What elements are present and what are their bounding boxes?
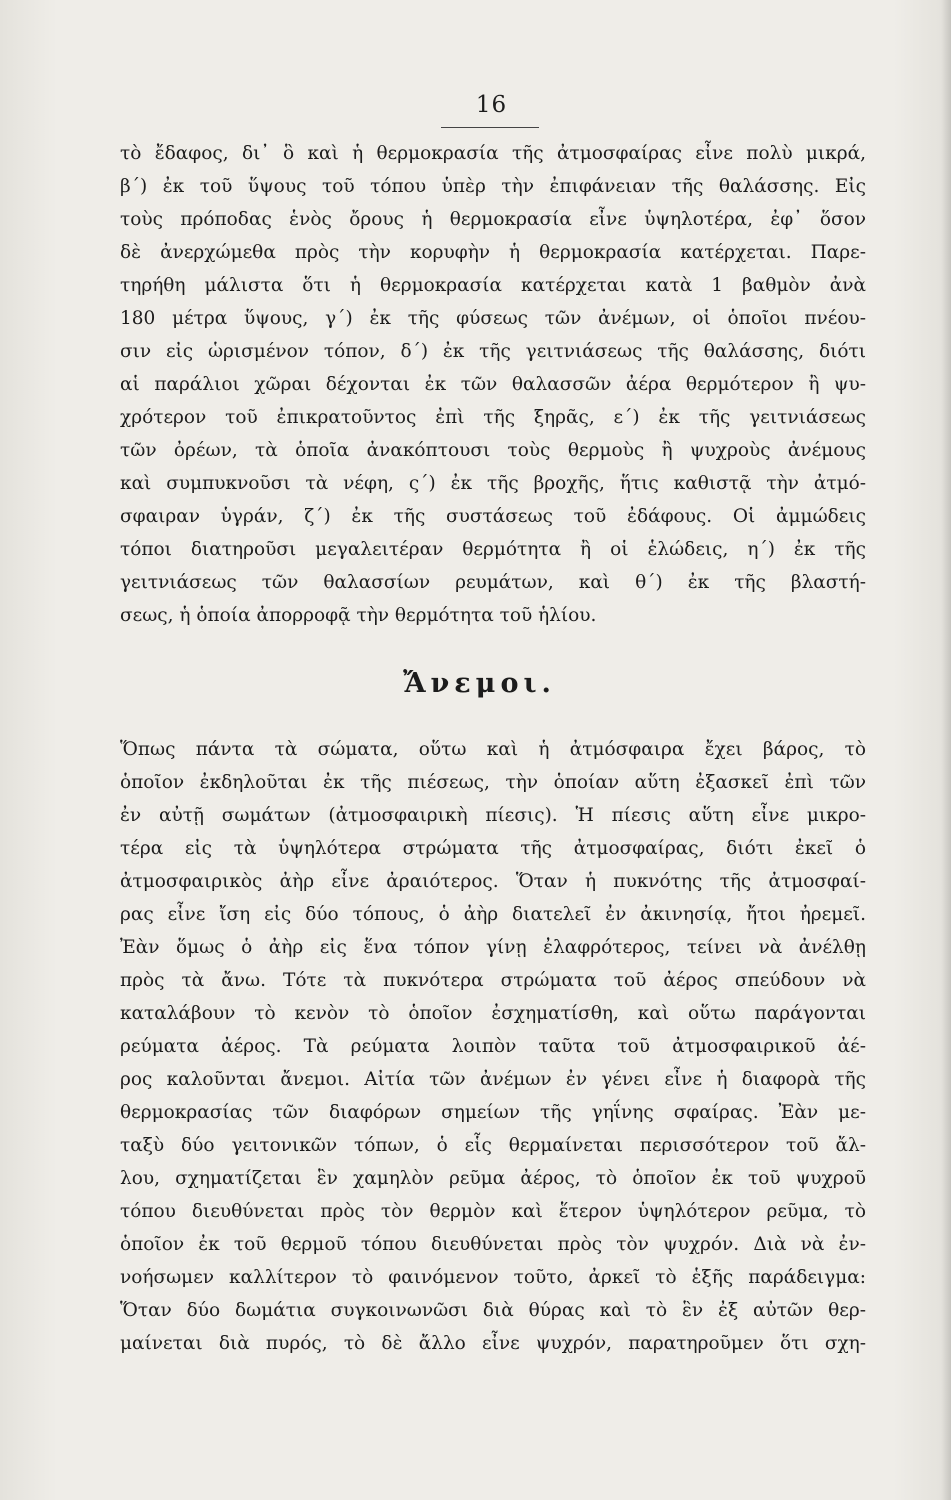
text-line: θερμοκρασίας τῶν διαφόρων σημείων τῆς γηΐνης σφαίρας. Ἐὰν με-: [120, 1102, 866, 1123]
text-line: ἐν αὐτῇ σωμάτων (ἀτμοσφαιρικὴ πίεσις). Ἡ πίεσις αὕτη εἶνε μικρο-: [120, 805, 866, 826]
text-line: Ὅπως πάντα τὰ σώματα, οὕτω καὶ ἡ ἀτμόσφαιρα ἔχει βάρος, τὸ: [120, 739, 866, 760]
text-line: τόπου διευθύνεται πρὸς τὸν θερμὸν καὶ ἕτερον ὑψηλότερον ρεῦμα, τὸ: [120, 1201, 866, 1222]
text-line: β΄) ἐκ τοῦ ὕψους τοῦ τόπου ὑπὲρ τὴν ἐπιφάνειαν τῆς θαλάσσης. Εἰς: [120, 176, 866, 197]
text-line: λου, σχηματίζεται ἓν χαμηλὸν ρεῦμα ἀέρος, τὸ ὁποῖον ἐκ τοῦ ψυχροῦ: [120, 1168, 866, 1189]
page-number: 16: [475, 92, 508, 118]
text-line: τόποι διατηροῦσι μεγαλειτέραν θερμότητα ἢ οἱ ἑλώδεις, η΄) ἐκ τῆς: [120, 539, 866, 560]
text-line: Ὅταν δύο δωμάτια συγκοινωνῶσι διὰ θύρας καὶ τὸ ἓν ἐξ αὐτῶν θερ-: [120, 1300, 866, 1321]
text-line: τὸ ἔδαφος, δι᾿ ὃ καὶ ἡ θερμοκρασία τῆς ἀτμοσφαίρας εἶνε πολὺ μικρά,: [120, 143, 866, 164]
text-line: καταλάβουν τὸ κενὸν τὸ ὁποῖον ἐσχηματίσθη, καὶ οὕτω παράγονται: [120, 1003, 866, 1024]
header-rule: [441, 127, 539, 128]
text-line: 180 μέτρα ὕψους, γ΄) ἐκ τῆς φύσεως τῶν ἀνέμων, οἱ ὁποῖοι πνέου-: [120, 308, 866, 329]
text-line: χρότερον τοῦ ἐπικρατοῦντος ἐπὶ τῆς ξηρᾶς, ε΄) ἐκ τῆς γειτνιάσεως: [120, 407, 866, 428]
text-line: τέρα εἰς τὰ ὑψηλότερα στρώματα τῆς ἀτμοσφαίρας, διότι ἐκεῖ ὁ: [120, 838, 866, 859]
text-line: σφαιραν ὑγράν, ζ΄) ἐκ τῆς συστάσεως τοῦ ἐδάφους. Οἱ ἀμμώδεις: [120, 506, 866, 527]
text-line: ὁποῖον ἐκ τοῦ θερμοῦ τόπου διευθύνεται πρὸς τὸν ψυχρόν. Διὰ νὰ ἐν-: [120, 1234, 866, 1255]
text-line: αἱ παράλιοι χῶραι δέχονται ἐκ τῶν θαλασσῶν ἀέρα θερμότερον ἢ ψυ-: [120, 374, 866, 395]
text-line: ὁποῖον ἐκδηλοῦται ἐκ τῆς πιέσεως, τὴν ὁποίαν αὕτη ἐξασκεῖ ἐπὶ τῶν: [120, 772, 866, 793]
text-line: ρας εἶνε ἴση εἰς δύο τόπους, ὁ ἀὴρ διατελεῖ ἐν ἀκινησίᾳ, ἤτοι ἠρεμεῖ.: [120, 904, 866, 925]
text-line: καὶ συμπυκνοῦσι τὰ νέφη, ς΄) ἐκ τῆς βροχῆς, ἥτις καθιστᾷ τὴν ἀτμό-: [120, 473, 866, 494]
text-line: μαίνεται διὰ πυρός, τὸ δὲ ἄλλο εἶνε ψυχρόν, παρατηροῦμεν ὅτι σχη-: [120, 1333, 866, 1354]
text-line: τοὺς πρόποδας ἑνὸς ὄρους ἡ θερμοκρασία εἶνε ὑψηλοτέρα, ἐφ᾿ ὅσον: [120, 209, 866, 230]
text-line: Ἐὰν ὅμως ὁ ἀὴρ εἰς ἕνα τόπον γίνῃ ἐλαφρότερος, τείνει νὰ ἀνέλθῃ: [120, 937, 866, 958]
text-line: δὲ ἀνερχώμεθα πρὸς τὴν κορυφὴν ἡ θερμοκρασία κατέρχεται. Παρε-: [120, 242, 866, 263]
text-line: ρος καλοῦνται ἄνεμοι. Αἰτία τῶν ἀνέμων ἐν γένει εἶνε ἡ διαφορὰ τῆς: [120, 1069, 866, 1090]
text-line: γειτνιάσεως τῶν θαλασσίων ρευμάτων, καὶ θ΄) ἐκ τῆς βλαστή-: [120, 572, 866, 593]
text-line: πρὸς τὰ ἄνω. Τότε τὰ πυκνότερα στρώματα τοῦ ἀέρος σπεύδουν νὰ: [120, 970, 866, 991]
paragraph-temperature-factors: [120, 137, 866, 632]
text-line: ἀτμοσφαιρικὸς ἀὴρ εἶνε ἀραιότερος. Ὅταν ἡ πυκνότης τῆς ἀτμοσφαί-: [120, 871, 866, 892]
text-line: ταξὺ δύο γειτονικῶν τόπων, ὁ εἷς θερμαίνεται περισσότερον τοῦ ἄλ-: [120, 1135, 866, 1156]
page-edge-shadow: [941, 0, 951, 1500]
text-line: ρεύματα ἀέρος. Τὰ ρεύματα λοιπὸν ταῦτα τοῦ ἀτμοσφαιρικοῦ ἀέ-: [120, 1036, 866, 1057]
text-line: τῶν ὀρέων, τὰ ὁποῖα ἀνακόπτουσι τοὺς θερμοὺς ἢ ψυχροὺς ἀνέμους: [120, 440, 866, 461]
text-line: σεως, ἡ ὁποία ἀπορροφᾷ τὴν θερμότητα τοῦ ἡλίου.: [120, 605, 597, 626]
text-line: σιν εἰς ὡρισμένον τόπον, δ΄) ἐκ τῆς γειτνιάσεως τῆς θαλάσσης, διότι: [120, 341, 866, 362]
text-line: νοήσωμεν καλλίτερον τὸ φαινόμενον τοῦτο, ἀρκεῖ τὸ ἑξῆς παράδειγμα:: [120, 1267, 866, 1288]
text-line: τηρήθη μάλιστα ὅτι ἡ θερμοκρασία κατέρχεται κατὰ 1 βαθμὸν ἀνὰ: [120, 275, 866, 296]
paragraph-winds: [120, 733, 866, 1360]
section-heading: Ἄνεμοι.: [403, 668, 556, 699]
